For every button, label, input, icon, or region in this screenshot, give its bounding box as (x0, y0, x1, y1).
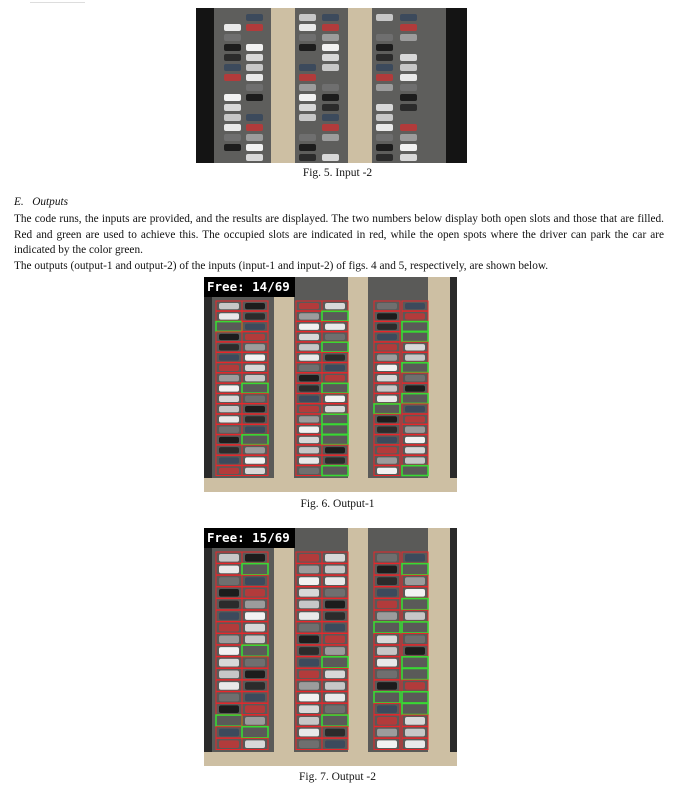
parked-car (245, 375, 265, 381)
parked-car (299, 682, 319, 690)
parked-car (376, 124, 393, 131)
parked-car (245, 554, 265, 562)
parked-car (245, 334, 265, 340)
parked-car (322, 24, 339, 31)
output-1-detection-image (204, 277, 457, 492)
parked-car (245, 601, 265, 609)
parked-car (377, 566, 397, 574)
parked-car (219, 396, 239, 402)
parked-car (299, 324, 319, 330)
parked-car (377, 670, 397, 678)
parked-car (299, 24, 316, 31)
parked-car (325, 447, 345, 453)
parked-car (246, 134, 263, 141)
parked-car (219, 566, 239, 574)
parked-car (400, 14, 417, 21)
parked-car (299, 44, 316, 51)
parked-car (405, 554, 425, 562)
parked-car (377, 313, 397, 319)
parked-car (376, 64, 393, 71)
parked-car (376, 134, 393, 141)
parked-car (299, 670, 319, 678)
parked-car (299, 705, 319, 713)
parked-car (377, 427, 397, 433)
parked-car (376, 14, 393, 21)
parked-car (376, 154, 393, 161)
parked-car (400, 144, 417, 151)
parked-car (245, 396, 265, 402)
parked-car (299, 396, 319, 402)
parked-car (400, 54, 417, 61)
parked-car (224, 74, 241, 81)
parked-car (376, 34, 393, 41)
parked-car (246, 64, 263, 71)
parked-car (325, 740, 345, 748)
parked-car (299, 385, 319, 391)
parked-car (322, 114, 339, 121)
parked-car (299, 144, 316, 151)
parked-car (224, 124, 241, 131)
parked-car (325, 682, 345, 690)
parked-car (325, 577, 345, 585)
lot-edge (449, 528, 457, 766)
parked-car (299, 303, 319, 309)
parked-car (377, 437, 397, 443)
parked-car (224, 104, 241, 111)
parked-car (405, 636, 425, 644)
parked-car (246, 114, 263, 121)
parked-car (405, 416, 425, 422)
parked-car (299, 344, 319, 350)
parked-car (299, 577, 319, 585)
paragraph-2: The outputs (output-1 and output-2) of the inputs (input-1 and input-2) of figs. 4 and 5, respectively, are shown below. (14, 260, 549, 272)
parked-car (219, 303, 239, 309)
parked-car (245, 457, 265, 463)
parked-car (325, 334, 345, 340)
parked-car (299, 134, 316, 141)
parked-car (325, 705, 345, 713)
parked-car (405, 682, 425, 690)
parked-car (405, 313, 425, 319)
parked-car (245, 705, 265, 713)
parked-car (299, 566, 319, 574)
parked-car (325, 566, 345, 574)
parked-car (325, 365, 345, 371)
parked-car (219, 447, 239, 453)
parked-car (325, 303, 345, 309)
parked-car (377, 447, 397, 453)
parked-car (299, 375, 319, 381)
parked-car (224, 114, 241, 121)
island (348, 528, 368, 766)
parked-car (219, 694, 239, 702)
parked-car (405, 577, 425, 585)
parked-car (377, 705, 397, 713)
parked-car (245, 303, 265, 309)
parked-car (245, 354, 265, 360)
parked-car (325, 647, 345, 655)
parked-car (405, 437, 425, 443)
parked-car (322, 44, 339, 51)
parked-car (405, 740, 425, 748)
parked-car (219, 354, 239, 360)
parked-car (219, 577, 239, 585)
parked-car (377, 589, 397, 597)
parked-car (376, 54, 393, 61)
parked-car (299, 84, 316, 91)
parked-car (377, 554, 397, 562)
section-label: E. (14, 196, 24, 208)
parked-car (219, 457, 239, 463)
island (348, 277, 368, 492)
parked-car (377, 577, 397, 585)
parked-car (245, 624, 265, 632)
island (274, 277, 294, 492)
parked-car (322, 64, 339, 71)
parked-car (219, 636, 239, 644)
parked-car (219, 313, 239, 319)
parked-car (219, 624, 239, 632)
parked-car (377, 396, 397, 402)
parked-car (376, 144, 393, 151)
parked-car (219, 468, 239, 474)
parked-car (325, 612, 345, 620)
parked-car (325, 729, 345, 737)
parked-car (219, 670, 239, 678)
parked-car (246, 54, 263, 61)
parked-car (245, 468, 265, 474)
parked-car (325, 589, 345, 597)
parked-car (325, 406, 345, 412)
parked-car (246, 24, 263, 31)
parked-car (299, 34, 316, 41)
parked-car (400, 94, 417, 101)
parked-car (325, 670, 345, 678)
figure-6-caption: Fig. 6. Output-1 (300, 498, 375, 510)
parked-car (377, 682, 397, 690)
parked-car (219, 729, 239, 737)
island (271, 8, 295, 163)
parked-car (400, 24, 417, 31)
parked-car (322, 34, 339, 41)
parked-car (325, 396, 345, 402)
parked-car (299, 717, 319, 725)
parked-car (299, 406, 319, 412)
parked-car (246, 144, 263, 151)
parked-car (245, 717, 265, 725)
parked-car (245, 324, 265, 330)
parked-car (377, 647, 397, 655)
parked-car (400, 124, 417, 131)
sidewalk (204, 752, 457, 766)
parked-car (299, 114, 316, 121)
parked-car (405, 427, 425, 433)
parked-car (405, 729, 425, 737)
parked-car (246, 44, 263, 51)
parked-car (322, 124, 339, 131)
parked-car (325, 375, 345, 381)
island (274, 528, 294, 766)
figure-input-2 (196, 8, 467, 163)
parked-car (405, 375, 425, 381)
parked-car (299, 647, 319, 655)
parked-car (219, 375, 239, 381)
parked-car (245, 740, 265, 748)
parked-car (245, 612, 265, 620)
parked-car (400, 34, 417, 41)
parked-car (376, 104, 393, 111)
parked-car (325, 601, 345, 609)
parked-car (245, 694, 265, 702)
parked-car (405, 717, 425, 725)
parked-car (299, 589, 319, 597)
parked-car (400, 154, 417, 161)
parked-car (405, 354, 425, 360)
parked-car (219, 705, 239, 713)
parked-car (299, 612, 319, 620)
parked-car (405, 406, 425, 412)
parked-car (224, 144, 241, 151)
parked-car (219, 612, 239, 620)
parked-car (377, 416, 397, 422)
parked-car (299, 416, 319, 422)
parked-car (325, 636, 345, 644)
parked-car (400, 104, 417, 111)
parked-car (377, 457, 397, 463)
parked-car (322, 14, 339, 21)
island (348, 8, 372, 163)
parked-car (245, 682, 265, 690)
parked-car (245, 406, 265, 412)
parked-car (299, 365, 319, 371)
parked-car (322, 104, 339, 111)
parked-car (400, 64, 417, 71)
parked-car (299, 447, 319, 453)
parked-car (377, 729, 397, 737)
parked-car (377, 334, 397, 340)
parked-car (377, 385, 397, 391)
lot-edge (204, 277, 212, 492)
sidewalk (204, 478, 457, 492)
section-title: Outputs (32, 196, 68, 208)
parked-car (299, 94, 316, 101)
parked-car (377, 468, 397, 474)
parked-car (400, 84, 417, 91)
parked-car (325, 457, 345, 463)
island (428, 528, 450, 766)
parked-car (325, 354, 345, 360)
parked-car (246, 14, 263, 21)
parked-car (299, 601, 319, 609)
parked-car (405, 612, 425, 620)
parked-car (299, 636, 319, 644)
parked-car (405, 344, 425, 350)
parked-car (377, 612, 397, 620)
parked-car (400, 134, 417, 141)
parked-car (299, 64, 316, 71)
parked-car (245, 636, 265, 644)
parked-car (322, 154, 339, 161)
parked-car (245, 659, 265, 667)
island (428, 277, 450, 492)
parked-car (245, 344, 265, 350)
parked-car (377, 365, 397, 371)
parked-car (377, 344, 397, 350)
parked-car (377, 740, 397, 748)
parked-car (246, 154, 263, 161)
parked-car (299, 427, 319, 433)
parked-car (325, 624, 345, 632)
section-heading (14, 196, 68, 208)
parked-car (322, 84, 339, 91)
parked-car (299, 554, 319, 562)
parked-car (245, 589, 265, 597)
parked-car (224, 134, 241, 141)
parked-car (245, 447, 265, 453)
parked-car (246, 124, 263, 131)
parked-car (219, 554, 239, 562)
parked-car (325, 554, 345, 562)
parked-car (322, 94, 339, 101)
parked-car (246, 84, 263, 91)
parked-car (299, 694, 319, 702)
lot-edge (204, 528, 212, 766)
parked-car (299, 154, 316, 161)
parked-car (219, 416, 239, 422)
parked-car (299, 624, 319, 632)
parked-car (219, 740, 239, 748)
paragraph-1: The code runs, the inputs are provided, and the results are displayed. The two numbers below display both open slots and those that are filled. Red and green are used to achieve this. The occupied slots are indicated in red, while the open spots where the driver can park the car are indicated by the color green. (14, 213, 664, 256)
figure-output-1 (204, 277, 457, 492)
parked-car (405, 385, 425, 391)
parked-car (376, 114, 393, 121)
figure-output-2 (204, 528, 457, 766)
parked-car (224, 54, 241, 61)
parked-car (299, 468, 319, 474)
parked-car (377, 717, 397, 725)
parked-car (299, 104, 316, 111)
parked-car (405, 647, 425, 655)
parked-car (245, 365, 265, 371)
parked-car (245, 427, 265, 433)
parked-car (219, 334, 239, 340)
parked-car (246, 94, 263, 101)
parked-car (322, 134, 339, 141)
free-count-label: Free: 15/69 (204, 528, 295, 548)
parked-car (376, 84, 393, 91)
top-rule (30, 2, 85, 3)
parked-car (224, 44, 241, 51)
parked-car (219, 385, 239, 391)
parked-car (299, 437, 319, 443)
parked-car (219, 589, 239, 597)
parked-car (224, 24, 241, 31)
parked-car (299, 313, 319, 319)
parked-car (224, 34, 241, 41)
parked-car (299, 354, 319, 360)
output-2-detection-image (204, 528, 457, 766)
parked-car (377, 659, 397, 667)
parked-car (299, 14, 316, 21)
parked-car (322, 54, 339, 61)
parked-car (325, 324, 345, 330)
parked-car (219, 344, 239, 350)
parked-car (400, 74, 417, 81)
parked-car (377, 303, 397, 309)
parked-car (245, 670, 265, 678)
parked-car (219, 365, 239, 371)
lot-edge (449, 277, 457, 492)
parked-car (245, 313, 265, 319)
free-count-label: Free: 14/69 (204, 277, 295, 297)
parked-car (219, 601, 239, 609)
parked-car (219, 427, 239, 433)
parked-car (245, 577, 265, 585)
parked-car (219, 682, 239, 690)
parked-car (299, 740, 319, 748)
parked-car (377, 636, 397, 644)
parked-car (376, 44, 393, 51)
parked-car (325, 694, 345, 702)
parked-car (299, 74, 316, 81)
parked-car (245, 416, 265, 422)
parking-lot-aerial-image (196, 8, 467, 163)
figure-7-caption: Fig. 7. Output -2 (299, 771, 376, 783)
parked-car (299, 729, 319, 737)
parked-car (224, 94, 241, 101)
parked-car (405, 589, 425, 597)
parked-car (377, 354, 397, 360)
parked-car (377, 375, 397, 381)
parked-car (299, 457, 319, 463)
parked-car (405, 457, 425, 463)
parked-car (377, 324, 397, 330)
parked-car (219, 647, 239, 655)
parked-car (405, 303, 425, 309)
parked-car (246, 74, 263, 81)
parked-car (377, 601, 397, 609)
parked-car (376, 74, 393, 81)
parked-car (299, 659, 319, 667)
figure-5-caption: Fig. 5. Input -2 (302, 167, 373, 179)
parked-car (405, 447, 425, 453)
parked-car (219, 659, 239, 667)
parked-car (219, 437, 239, 443)
parked-car (299, 334, 319, 340)
parked-car (224, 64, 241, 71)
parked-car (219, 406, 239, 412)
